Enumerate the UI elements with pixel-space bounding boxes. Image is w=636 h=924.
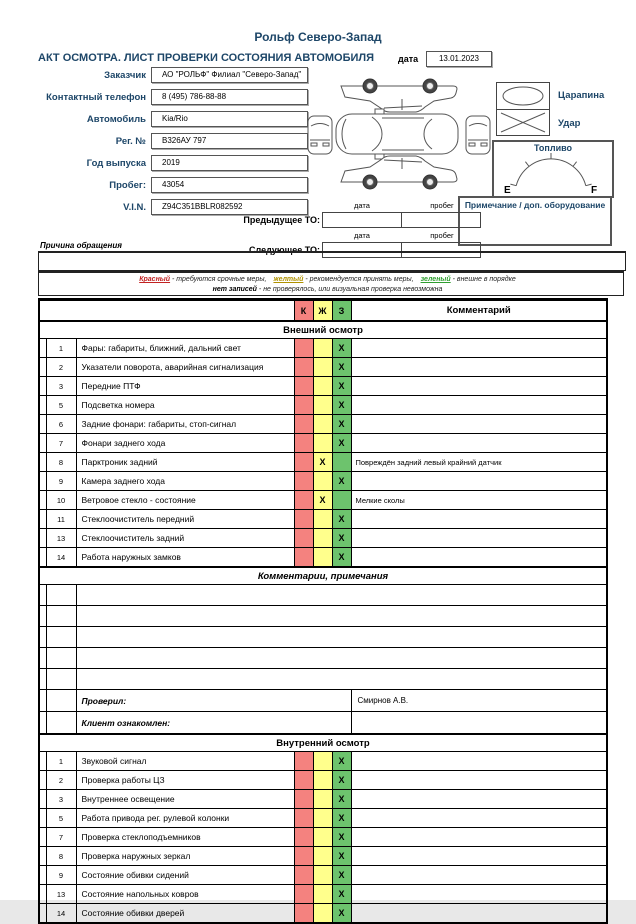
field-row bbox=[0, 64, 308, 86]
status-green-cell: X bbox=[332, 790, 351, 809]
status-yellow-cell bbox=[313, 434, 332, 453]
status-yellow-cell bbox=[313, 415, 332, 434]
comment-empty-cell bbox=[76, 606, 607, 627]
row-comment bbox=[351, 866, 607, 885]
row-comment bbox=[351, 510, 607, 529]
row-left-spacer bbox=[39, 529, 46, 548]
client-ack-value bbox=[351, 712, 607, 735]
status-yellow-cell bbox=[313, 358, 332, 377]
row-comment: Мелкие сколы bbox=[351, 491, 607, 510]
status-col-zh-header: Ж bbox=[313, 300, 332, 322]
status-red-cell bbox=[294, 790, 313, 809]
status-green-cell: X bbox=[332, 809, 351, 828]
status-yellow-cell bbox=[313, 529, 332, 548]
row-left-spacer bbox=[39, 771, 46, 790]
status-col-z-header: З bbox=[332, 300, 351, 322]
row-label: Работа привода рег. рулевой колонки bbox=[76, 809, 294, 828]
status-red-cell bbox=[294, 809, 313, 828]
row-comment bbox=[351, 358, 607, 377]
status-yellow-cell bbox=[313, 771, 332, 790]
table-row bbox=[39, 790, 607, 809]
row-left-spacer bbox=[39, 669, 46, 690]
prev-to-date-box bbox=[322, 212, 402, 228]
status-yellow-cell bbox=[313, 472, 332, 491]
row-label: Ветровое стекло - состояние bbox=[76, 491, 294, 510]
status-red-cell bbox=[294, 510, 313, 529]
row-number: 2 bbox=[46, 771, 76, 790]
table-row bbox=[39, 339, 607, 358]
field-row bbox=[0, 152, 308, 174]
reason-label: Причина обращения bbox=[40, 241, 122, 250]
field-label: Пробег: bbox=[109, 179, 146, 191]
table-row bbox=[39, 358, 607, 377]
field-value-box: 43054 bbox=[151, 177, 308, 193]
status-green-cell: X bbox=[332, 847, 351, 866]
prev-to-mileage-box bbox=[401, 212, 481, 228]
fuel-gauge-dial bbox=[494, 153, 608, 196]
field-label: Год выпуска bbox=[86, 157, 146, 169]
row-left-spacer bbox=[39, 627, 46, 648]
status-green-cell bbox=[332, 453, 351, 472]
row-label: Проверка наружных зеркал bbox=[76, 847, 294, 866]
row-left-spacer bbox=[39, 866, 46, 885]
row-label: Состояние обивки дверей bbox=[76, 904, 294, 924]
status-yellow-cell: X bbox=[313, 491, 332, 510]
row-label: Задние фонари: габариты, стоп-сигнал bbox=[76, 415, 294, 434]
row-comment bbox=[351, 828, 607, 847]
row-number: 6 bbox=[46, 415, 76, 434]
section-title: Внутренний осмотр bbox=[39, 734, 607, 752]
field-label: Контактный телефон bbox=[46, 91, 146, 103]
comment-empty-row bbox=[39, 606, 607, 627]
field-label: V.I.N. bbox=[123, 201, 146, 213]
row-comment bbox=[351, 415, 607, 434]
row-left-spacer bbox=[39, 885, 46, 904]
comment-empty-row bbox=[39, 585, 607, 606]
row-number: 10 bbox=[46, 491, 76, 510]
next-to-label: Следующее ТО: bbox=[249, 245, 320, 255]
status-red-cell bbox=[294, 847, 313, 866]
row-comment: Повреждён задний левый крайний датчик bbox=[351, 453, 607, 472]
status-yellow-cell bbox=[313, 548, 332, 568]
signature-row bbox=[39, 690, 607, 712]
row-number: 9 bbox=[46, 472, 76, 491]
status-yellow-cell bbox=[313, 339, 332, 358]
status-red-cell bbox=[294, 396, 313, 415]
table-row bbox=[39, 904, 607, 924]
row-label: Работа наружных замков bbox=[76, 548, 294, 568]
row-left-spacer bbox=[39, 606, 46, 627]
vehicle-info-fields bbox=[0, 64, 308, 218]
row-left-spacer bbox=[39, 491, 46, 510]
status-red-cell bbox=[294, 866, 313, 885]
table-row bbox=[39, 529, 607, 548]
status-yellow-cell bbox=[313, 809, 332, 828]
fuel-gauge bbox=[492, 140, 614, 198]
row-label: Проверка стеклоподъемников bbox=[76, 828, 294, 847]
status-green-cell: X bbox=[332, 866, 351, 885]
status-red-cell bbox=[294, 491, 313, 510]
signature-row bbox=[39, 712, 607, 735]
row-left-spacer bbox=[39, 690, 46, 712]
status-yellow-cell bbox=[313, 752, 332, 771]
table-row bbox=[39, 771, 607, 790]
row-comment bbox=[351, 771, 607, 790]
row-left-spacer bbox=[39, 434, 46, 453]
status-red-cell bbox=[294, 885, 313, 904]
row-number: 11 bbox=[46, 510, 76, 529]
status-yellow-cell bbox=[313, 847, 332, 866]
row-number: 5 bbox=[46, 809, 76, 828]
legend-desc: - внешне в порядке bbox=[452, 276, 516, 283]
row-label: Внутреннее освещение bbox=[76, 790, 294, 809]
color-legend-line1 bbox=[39, 275, 623, 285]
date-value-box: 13.01.2023 bbox=[426, 51, 492, 67]
comment-empty-cell bbox=[76, 585, 607, 606]
row-number: 3 bbox=[46, 790, 76, 809]
comment-empty-cell bbox=[76, 648, 607, 669]
row-number: 9 bbox=[46, 866, 76, 885]
field-value-box: Kia/Rio bbox=[151, 111, 308, 127]
row-left-spacer bbox=[39, 752, 46, 771]
table-row bbox=[39, 866, 607, 885]
comment-col-header: Комментарий bbox=[351, 300, 607, 322]
row-left-spacer bbox=[39, 790, 46, 809]
row-comment bbox=[351, 548, 607, 568]
status-yellow-cell bbox=[313, 377, 332, 396]
impact-symbol bbox=[497, 109, 549, 135]
section-header-row bbox=[39, 734, 607, 752]
row-label: Указатели поворота, аварийная сигнализация bbox=[76, 358, 294, 377]
status-red-cell bbox=[294, 904, 313, 924]
car-damage-diagram bbox=[306, 68, 492, 200]
color-legend bbox=[38, 271, 624, 296]
row-comment bbox=[351, 904, 607, 924]
header-spacer bbox=[39, 300, 294, 322]
row-label: Передние ПТФ bbox=[76, 377, 294, 396]
row-label: Камера заднего хода bbox=[76, 472, 294, 491]
row-comment bbox=[351, 377, 607, 396]
status-red-cell bbox=[294, 548, 313, 568]
status-green-cell: X bbox=[332, 510, 351, 529]
table-row bbox=[39, 434, 607, 453]
row-number: 14 bbox=[46, 548, 76, 568]
row-comment bbox=[351, 809, 607, 828]
row-left-spacer bbox=[39, 453, 46, 472]
row-number bbox=[46, 690, 76, 712]
row-comment bbox=[351, 339, 607, 358]
legend-term-none: нет записей bbox=[212, 286, 257, 293]
status-green-cell: X bbox=[332, 904, 351, 924]
status-green-cell bbox=[332, 491, 351, 510]
status-green-cell: X bbox=[332, 358, 351, 377]
field-label: Рег. № bbox=[115, 135, 146, 147]
status-green-cell: X bbox=[332, 415, 351, 434]
field-value-box: 2019 bbox=[151, 155, 308, 171]
field-row bbox=[0, 174, 308, 196]
row-left-spacer bbox=[39, 904, 46, 924]
status-red-cell bbox=[294, 415, 313, 434]
row-number bbox=[46, 585, 76, 606]
table-row bbox=[39, 415, 607, 434]
table-header-row bbox=[39, 300, 607, 322]
comment-empty-row bbox=[39, 648, 607, 669]
checklist-table bbox=[38, 298, 608, 924]
row-number: 5 bbox=[46, 396, 76, 415]
status-green-cell: X bbox=[332, 339, 351, 358]
comment-empty-cell bbox=[76, 627, 607, 648]
section-header-row bbox=[39, 567, 607, 585]
note-box-label: Примечание / доп. оборудование bbox=[464, 200, 606, 210]
row-comment bbox=[351, 529, 607, 548]
status-green-cell: X bbox=[332, 472, 351, 491]
table-row bbox=[39, 809, 607, 828]
status-green-cell: X bbox=[332, 885, 351, 904]
legend-term: Красный bbox=[139, 276, 171, 283]
table-row bbox=[39, 472, 607, 491]
row-label: Парктроник задний bbox=[76, 453, 294, 472]
status-yellow-cell bbox=[313, 790, 332, 809]
fuel-e-label: E bbox=[504, 185, 511, 196]
section-header-row bbox=[39, 321, 607, 339]
status-yellow-cell bbox=[313, 396, 332, 415]
row-number: 7 bbox=[46, 828, 76, 847]
table-row bbox=[39, 885, 607, 904]
scratch-label: Царапина bbox=[558, 90, 605, 101]
impact-label: Удар bbox=[558, 118, 581, 129]
row-left-spacer bbox=[39, 396, 46, 415]
date-label: дата bbox=[398, 54, 419, 64]
row-comment bbox=[351, 847, 607, 866]
status-green-cell: X bbox=[332, 529, 351, 548]
status-red-cell bbox=[294, 529, 313, 548]
status-green-cell: X bbox=[332, 548, 351, 568]
row-label: Стеклоочиститель задний bbox=[76, 529, 294, 548]
row-label: Состояние напольных ковров bbox=[76, 885, 294, 904]
prev-to-label: Предыдущее ТО: bbox=[243, 215, 320, 225]
section-title: Внешний осмотр bbox=[39, 321, 607, 339]
row-number: 1 bbox=[46, 339, 76, 358]
company-title: Рольф Северо-Запад bbox=[254, 30, 382, 44]
row-number bbox=[46, 669, 76, 690]
row-number: 8 bbox=[46, 847, 76, 866]
row-label: Стеклоочиститель передний bbox=[76, 510, 294, 529]
table-row bbox=[39, 377, 607, 396]
color-legend-line2 bbox=[39, 285, 623, 295]
status-red-cell bbox=[294, 377, 313, 396]
row-number: 8 bbox=[46, 453, 76, 472]
table-row bbox=[39, 396, 607, 415]
document-title: АКТ ОСМОТРА. ЛИСТ ПРОВЕРКИ СОСТОЯНИЯ АВТОМОБИЛЯ bbox=[38, 52, 375, 64]
legend-term: желтый bbox=[273, 276, 304, 283]
row-label: Проверка работы ЦЗ bbox=[76, 771, 294, 790]
to-date-header: дата bbox=[354, 231, 370, 240]
field-value-box: Z94C351BBLR082592 bbox=[151, 199, 308, 215]
row-comment bbox=[351, 472, 607, 491]
reason-box bbox=[38, 251, 626, 271]
row-left-spacer bbox=[39, 585, 46, 606]
status-red-cell bbox=[294, 434, 313, 453]
row-left-spacer bbox=[39, 809, 46, 828]
row-number: 13 bbox=[46, 885, 76, 904]
field-value-box: 8 (495) 786-88-88 bbox=[151, 89, 308, 105]
row-number bbox=[46, 606, 76, 627]
car-diagram-drawing bbox=[306, 68, 492, 200]
status-yellow-cell bbox=[313, 828, 332, 847]
to-mileage-header: пробег bbox=[430, 231, 454, 240]
table-row bbox=[39, 828, 607, 847]
row-left-spacer bbox=[39, 339, 46, 358]
row-left-spacer bbox=[39, 828, 46, 847]
legend-desc: - требуются срочные меры, bbox=[172, 276, 267, 283]
inspector-value: Смирнов А.В. bbox=[351, 690, 607, 712]
table-row bbox=[39, 847, 607, 866]
row-left-spacer bbox=[39, 847, 46, 866]
legend-term: зеленый bbox=[420, 276, 451, 283]
status-red-cell bbox=[294, 358, 313, 377]
status-red-cell bbox=[294, 828, 313, 847]
status-green-cell: X bbox=[332, 828, 351, 847]
row-comment bbox=[351, 885, 607, 904]
inspector-label: Проверил: bbox=[76, 690, 351, 712]
row-left-spacer bbox=[39, 548, 46, 568]
comment-empty-row bbox=[39, 627, 607, 648]
row-left-spacer bbox=[39, 377, 46, 396]
status-green-cell: X bbox=[332, 377, 351, 396]
status-green-cell: X bbox=[332, 396, 351, 415]
row-left-spacer bbox=[39, 472, 46, 491]
status-green-cell: X bbox=[332, 771, 351, 790]
status-yellow-cell bbox=[313, 904, 332, 924]
status-yellow-cell bbox=[313, 885, 332, 904]
status-red-cell bbox=[294, 752, 313, 771]
row-number bbox=[46, 627, 76, 648]
row-label: Подсветка номера bbox=[76, 396, 294, 415]
field-row bbox=[0, 108, 308, 130]
to-date-header: дата bbox=[354, 201, 370, 210]
row-comment bbox=[351, 434, 607, 453]
row-label: Фонари заднего хода bbox=[76, 434, 294, 453]
row-left-spacer bbox=[39, 358, 46, 377]
client-ack-label: Клиент ознакомлен: bbox=[76, 712, 351, 735]
row-number bbox=[46, 712, 76, 735]
row-left-spacer bbox=[39, 415, 46, 434]
status-red-cell bbox=[294, 339, 313, 358]
row-label: Состояние обивки сидений bbox=[76, 866, 294, 885]
status-green-cell: X bbox=[332, 434, 351, 453]
table-row bbox=[39, 453, 607, 472]
table-row bbox=[39, 752, 607, 771]
table-row bbox=[39, 510, 607, 529]
row-number: 3 bbox=[46, 377, 76, 396]
scratch-symbol bbox=[497, 83, 549, 109]
row-number: 13 bbox=[46, 529, 76, 548]
status-yellow-cell bbox=[313, 510, 332, 529]
row-comment bbox=[351, 790, 607, 809]
row-number: 14 bbox=[46, 904, 76, 924]
field-label: Заказчик bbox=[104, 69, 146, 81]
legend-desc: - рекомендуется принять меры, bbox=[305, 276, 414, 283]
status-red-cell bbox=[294, 453, 313, 472]
status-red-cell bbox=[294, 472, 313, 491]
status-red-cell bbox=[294, 771, 313, 790]
field-label: Автомобиль bbox=[86, 113, 146, 125]
row-number: 1 bbox=[46, 752, 76, 771]
field-row bbox=[0, 86, 308, 108]
row-comment bbox=[351, 396, 607, 415]
row-comment bbox=[351, 752, 607, 771]
table-row bbox=[39, 491, 607, 510]
row-left-spacer bbox=[39, 712, 46, 735]
field-row bbox=[0, 130, 308, 152]
field-value-box: АО "РОЛЬФ" Филиал "Северо-Запад" bbox=[151, 67, 308, 83]
comment-empty-row bbox=[39, 669, 607, 690]
section-title: Комментарии, примечания bbox=[39, 567, 607, 585]
row-left-spacer bbox=[39, 648, 46, 669]
fuel-gauge-title: Топливо bbox=[533, 143, 573, 153]
row-number: 2 bbox=[46, 358, 76, 377]
table-row bbox=[39, 548, 607, 568]
status-yellow-cell bbox=[313, 866, 332, 885]
row-left-spacer bbox=[39, 510, 46, 529]
legend-desc-none: - не проверялось, или визуальная проверка невозможна bbox=[258, 286, 443, 293]
status-green-cell: X bbox=[332, 752, 351, 771]
status-yellow-cell: X bbox=[313, 453, 332, 472]
fuel-f-label: F bbox=[591, 185, 598, 196]
status-col-k-header: К bbox=[294, 300, 313, 322]
row-number bbox=[46, 648, 76, 669]
to-mileage-header: пробег bbox=[430, 201, 454, 210]
row-number: 7 bbox=[46, 434, 76, 453]
damage-symbols-box bbox=[496, 82, 550, 136]
field-value-box: В326АУ 797 bbox=[151, 133, 308, 149]
row-label: Звуковой сигнал bbox=[76, 752, 294, 771]
comment-empty-cell bbox=[76, 669, 607, 690]
row-label: Фары: габариты, ближний, дальний свет bbox=[76, 339, 294, 358]
